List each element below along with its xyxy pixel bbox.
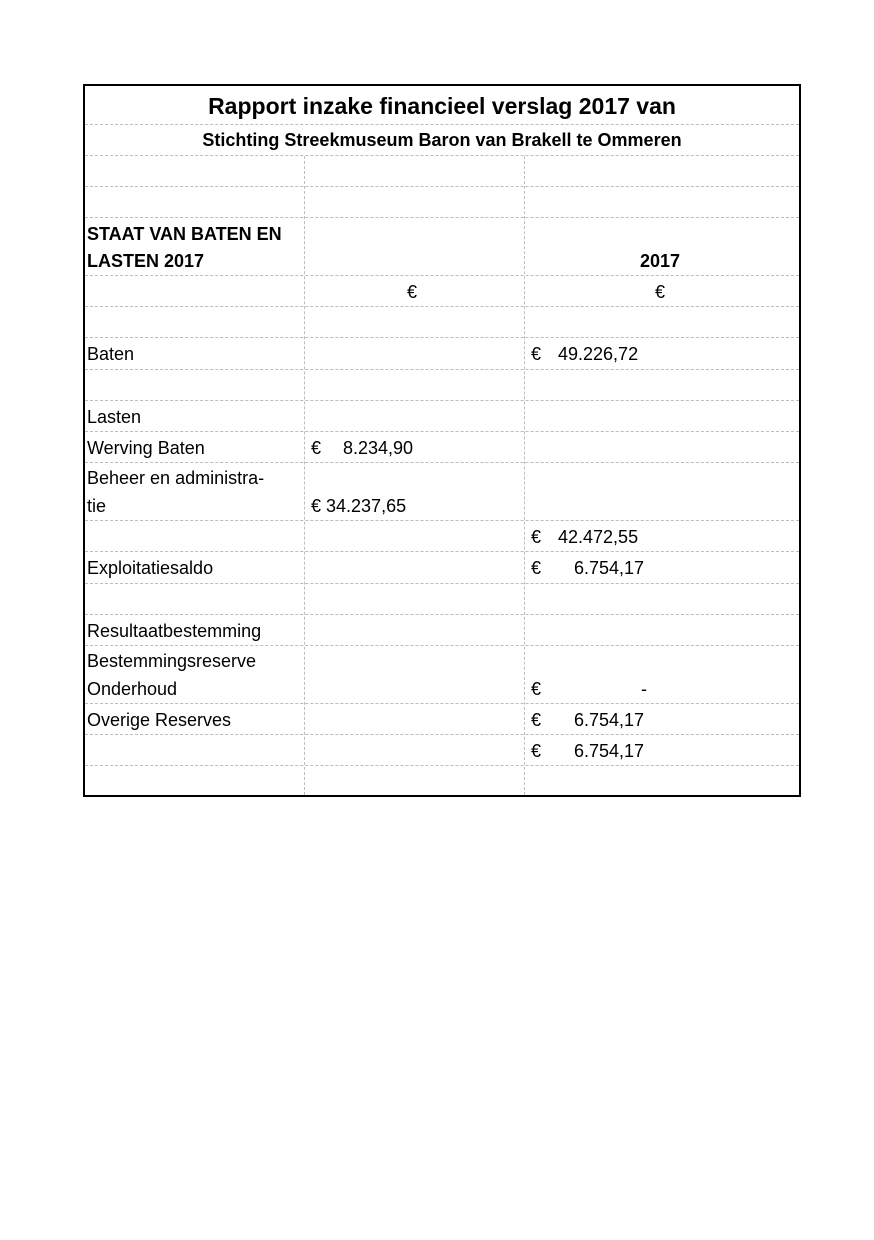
section-heading-line2: LASTEN 2017 [87,251,205,271]
currency-header-col3: € [655,282,666,302]
exploitatie-currency: € [531,558,542,578]
overige-label: Overige Reserves [87,710,232,730]
section-heading-line1: STAAT VAN BATEN EN [87,224,282,244]
beheer-label-line1: Beheer en administra- [87,468,265,488]
row-divider [85,337,799,370]
exploitatie-label: Exploitatiesaldo [87,558,214,578]
baten-value: 49.226,72 [558,344,639,364]
total-currency: € [531,741,542,761]
financial-statement-table [83,84,801,797]
row-divider [85,369,799,401]
exploitatie-value: 6.754,17 [574,558,645,578]
resultaat-label: Resultaatbestemming [87,621,262,641]
werving-value: 8.234,90 [343,438,414,458]
row-divider [85,765,799,795]
overige-value: 6.754,17 [574,710,645,730]
overige-currency: € [531,710,542,730]
page-title: Rapport inzake financieel verslag 2017 van [208,93,676,119]
row-divider [85,400,799,432]
beheer-label-line2: tie [87,496,107,516]
lasten-label: Lasten [87,407,142,427]
row-divider [85,275,799,307]
row-divider [85,186,799,218]
baten-label: Baten [87,344,135,364]
werving-currency: € [311,438,322,458]
werving-label: Werving Baten [87,438,205,458]
row-divider [85,306,799,338]
baten-currency: € [531,344,542,364]
lasten-subtotal-currency: € [531,527,542,547]
row-divider [85,155,799,187]
total-value: 6.754,17 [574,741,645,761]
row-divider [85,583,799,615]
currency-header-col2: € [407,282,418,302]
lasten-subtotal-value: 42.472,55 [558,527,639,547]
row-divider [85,520,799,552]
row-divider [85,734,799,766]
bestemmings-value: - [641,679,647,699]
year-header: 2017 [640,251,681,271]
bestemmings-label-line1: Bestemmingsreserve [87,651,257,671]
beheer-value: € 34.237,65 [311,496,407,516]
bestemmings-label-line2: Onderhoud [87,679,178,699]
bestemmings-currency: € [531,679,542,699]
page-subtitle: Stichting Streekmuseum Baron van Brakell te Ommeren [202,130,682,150]
